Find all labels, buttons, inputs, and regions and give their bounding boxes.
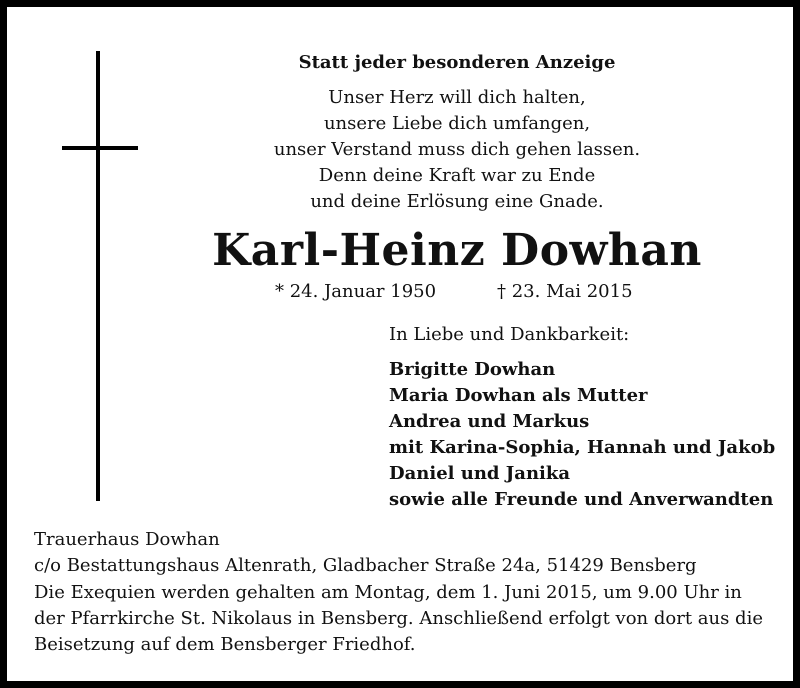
poem-line: unsere Liebe dich umfangen,: [323, 113, 591, 134]
funeral-details: [34, 580, 794, 658]
deceased-name: Karl-Heinz Dowhan: [212, 225, 702, 276]
thanks-line: In Liebe und Dankbarkeit:: [389, 324, 630, 345]
mourner-line: Andrea und Markus: [389, 411, 590, 432]
mourner-line: sowie alle Freunde und Anverwandten: [389, 489, 774, 510]
poem-line: Denn deine Kraft war zu Ende: [318, 165, 596, 186]
notice-heading: Statt jeder besonderen Anzeige: [298, 52, 616, 73]
funeral-line: Die Exequien werden gehalten am Montag, dem 1. Juni 2015, um 9.00 Uhr in: [34, 582, 742, 603]
house-address: c/o Bestattungshaus Altenrath, Gladbacher Straße 24a, 51429 Bensberg: [34, 555, 697, 576]
poem-line: unser Verstand muss dich gehen lassen.: [273, 139, 641, 160]
mourner-line: Maria Dowhan als Mutter: [389, 385, 648, 406]
poem-line: Unser Herz will dich halten,: [328, 87, 586, 108]
mourning-house: [34, 527, 697, 579]
cross-icon-vertical-bar: [96, 51, 100, 501]
death-date: † 23. Mai 2015: [497, 281, 633, 302]
birth-date: * 24. Januar 1950: [275, 281, 437, 302]
mourner-line: mit Karina-Sophia, Hannah und Jakob: [389, 437, 776, 458]
house-line: Trauerhaus Dowhan: [34, 529, 220, 550]
poem-line: und deine Erlösung eine Gnade.: [310, 191, 604, 212]
mourners-list: [389, 357, 775, 513]
funeral-line: der Pfarrkirche St. Nikolaus in Bensberg. Anschließend erfolgt von dort aus die: [34, 608, 763, 629]
poem: [207, 85, 707, 215]
funeral-line: Beisetzung auf dem Bensberger Friedhof.: [34, 634, 416, 655]
mourner-line: Brigitte Dowhan: [389, 359, 556, 380]
mourner-line: Daniel und Janika: [389, 463, 571, 484]
cross-icon-horizontal-bar: [62, 146, 138, 150]
